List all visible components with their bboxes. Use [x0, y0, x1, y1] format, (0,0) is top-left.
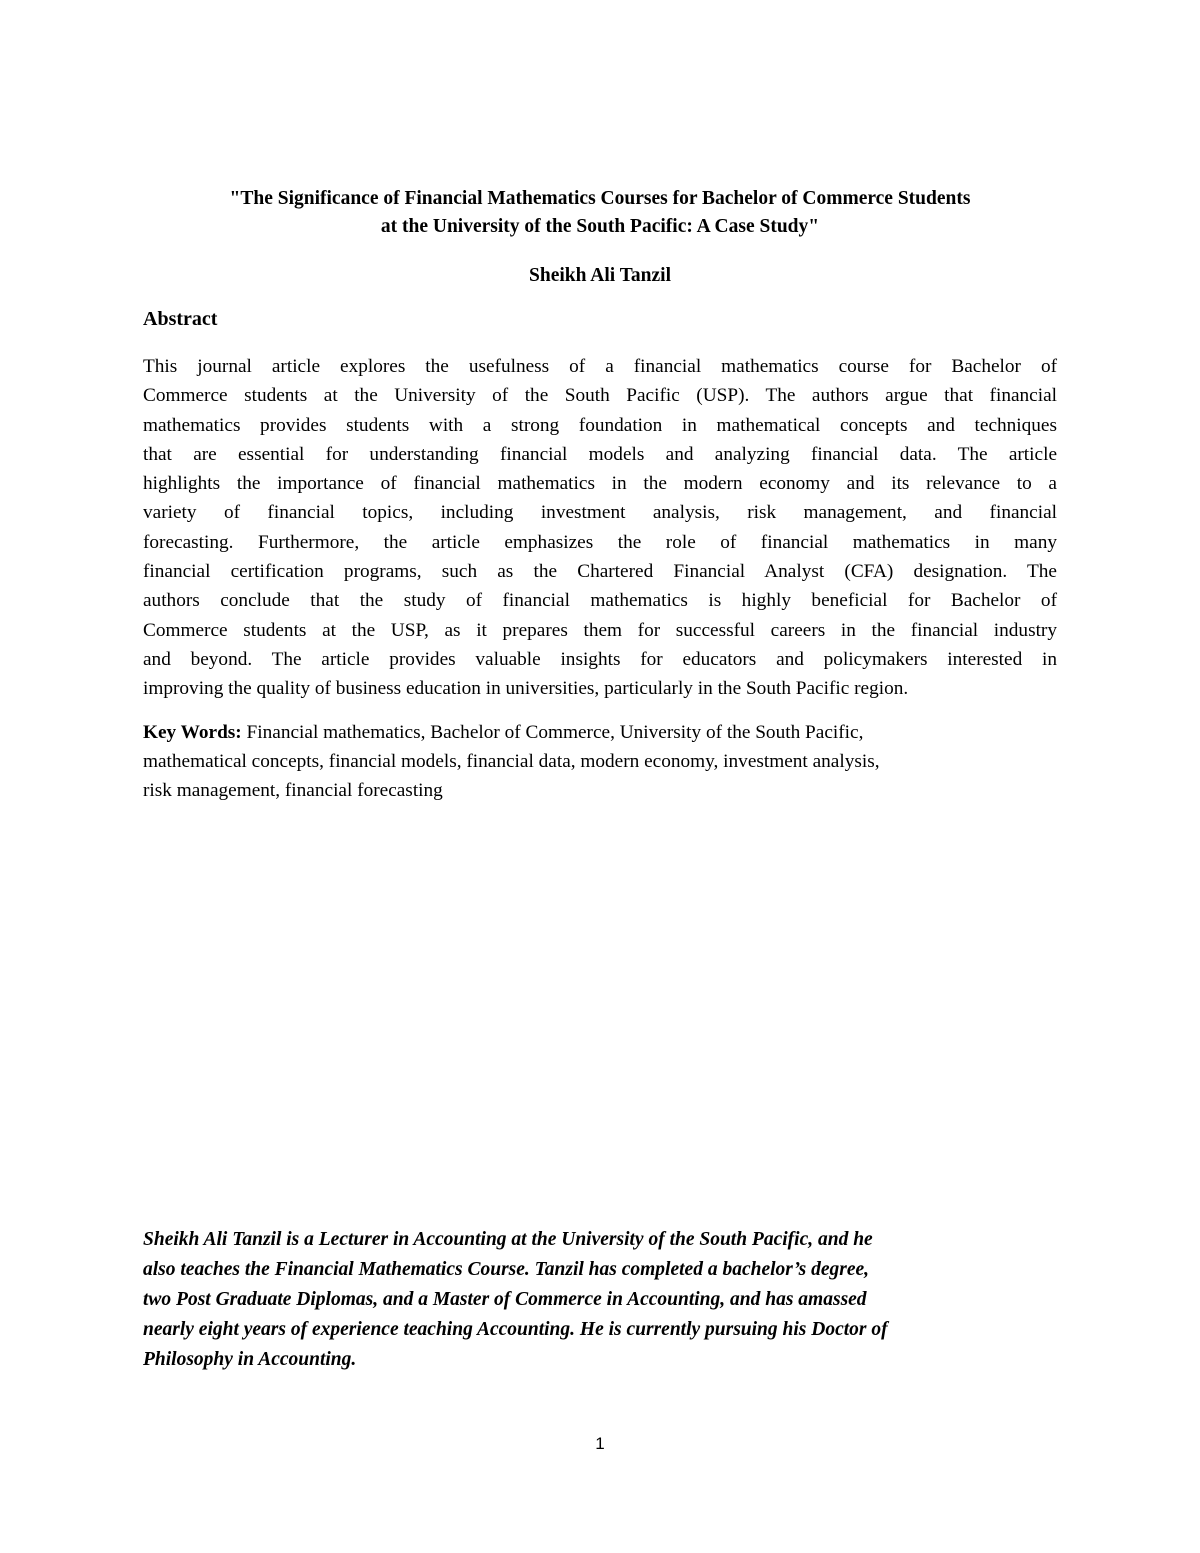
abstract-line: mathematics provides students with a strong foundation in mathematical concepts and techniques — [143, 414, 1057, 436]
abstract-line: highlights the importance of financial mathematics in the modern economy and its relevance to a — [143, 473, 1057, 495]
abstract-line: authors conclude that the study of financial mathematics is highly beneficial for Bachelor of — [143, 590, 1057, 612]
paper-title-line-1: "The Significance of Financial Mathematics Courses for Bachelor of Commerce Students — [229, 188, 971, 209]
bio-line: two Post Graduate Diplomas, and a Master of Commerce in Accounting, and has amassed — [143, 1289, 867, 1310]
keywords-line: Financial mathematics, Bachelor of Commerce, University of the South Pacific, — [241, 722, 864, 743]
keywords — [143, 718, 1057, 805]
keywords-line: risk management, financial forecasting — [143, 780, 443, 801]
abstract-body — [143, 352, 1057, 704]
abstract-heading: Abstract — [143, 308, 218, 330]
keywords-label: Key Words: — [143, 722, 242, 743]
keywords-line: mathematical concepts, financial models, financial data, modern economy, investment analysis, — [143, 751, 880, 772]
abstract-line: improving the quality of business education in universities, particularly in the South Pacific region. — [143, 678, 909, 700]
author-bio — [143, 1225, 1057, 1375]
paper-title-line-2: at the University of the South Pacific: A Case Study" — [380, 216, 820, 237]
author-name: Sheikh Ali Tanzil — [529, 265, 671, 286]
page-number: 1 — [595, 1434, 605, 1453]
abstract-line: This journal article explores the usefulness of a financial mathematics course for Bachelor of — [143, 356, 1057, 377]
abstract-line: and beyond. The article provides valuable insights for educators and policymakers interested in — [143, 648, 1057, 670]
bio-line: Philosophy in Accounting. — [143, 1349, 357, 1370]
bio-line: nearly eight years of experience teaching Accounting. He is currently pursuing his Doctor of — [143, 1319, 888, 1340]
bio-line: Sheikh Ali Tanzil is a Lecturer in Accounting at the University of the South Pacific, and he — [143, 1229, 873, 1250]
abstract-line: financial certification programs, such as the Chartered Financial Analyst (CFA) designation. The — [143, 561, 1057, 583]
abstract-line: that are essential for understanding financial models and analyzing financial data. The article — [143, 443, 1057, 465]
abstract-line: variety of financial topics, including investment analysis, risk management, and financial — [143, 502, 1057, 524]
abstract-line: Commerce students at the University of the South Pacific (USP). The authors argue that financial — [143, 385, 1057, 407]
abstract-line: Commerce students at the USP, as it prepares them for successful careers in the financial industry — [143, 619, 1057, 641]
abstract-line: forecasting. Furthermore, the article emphasizes the role of financial mathematics in many — [143, 531, 1057, 553]
bio-line: also teaches the Financial Mathematics Course. Tanzil has completed a bachelor’s degree, — [143, 1259, 870, 1280]
